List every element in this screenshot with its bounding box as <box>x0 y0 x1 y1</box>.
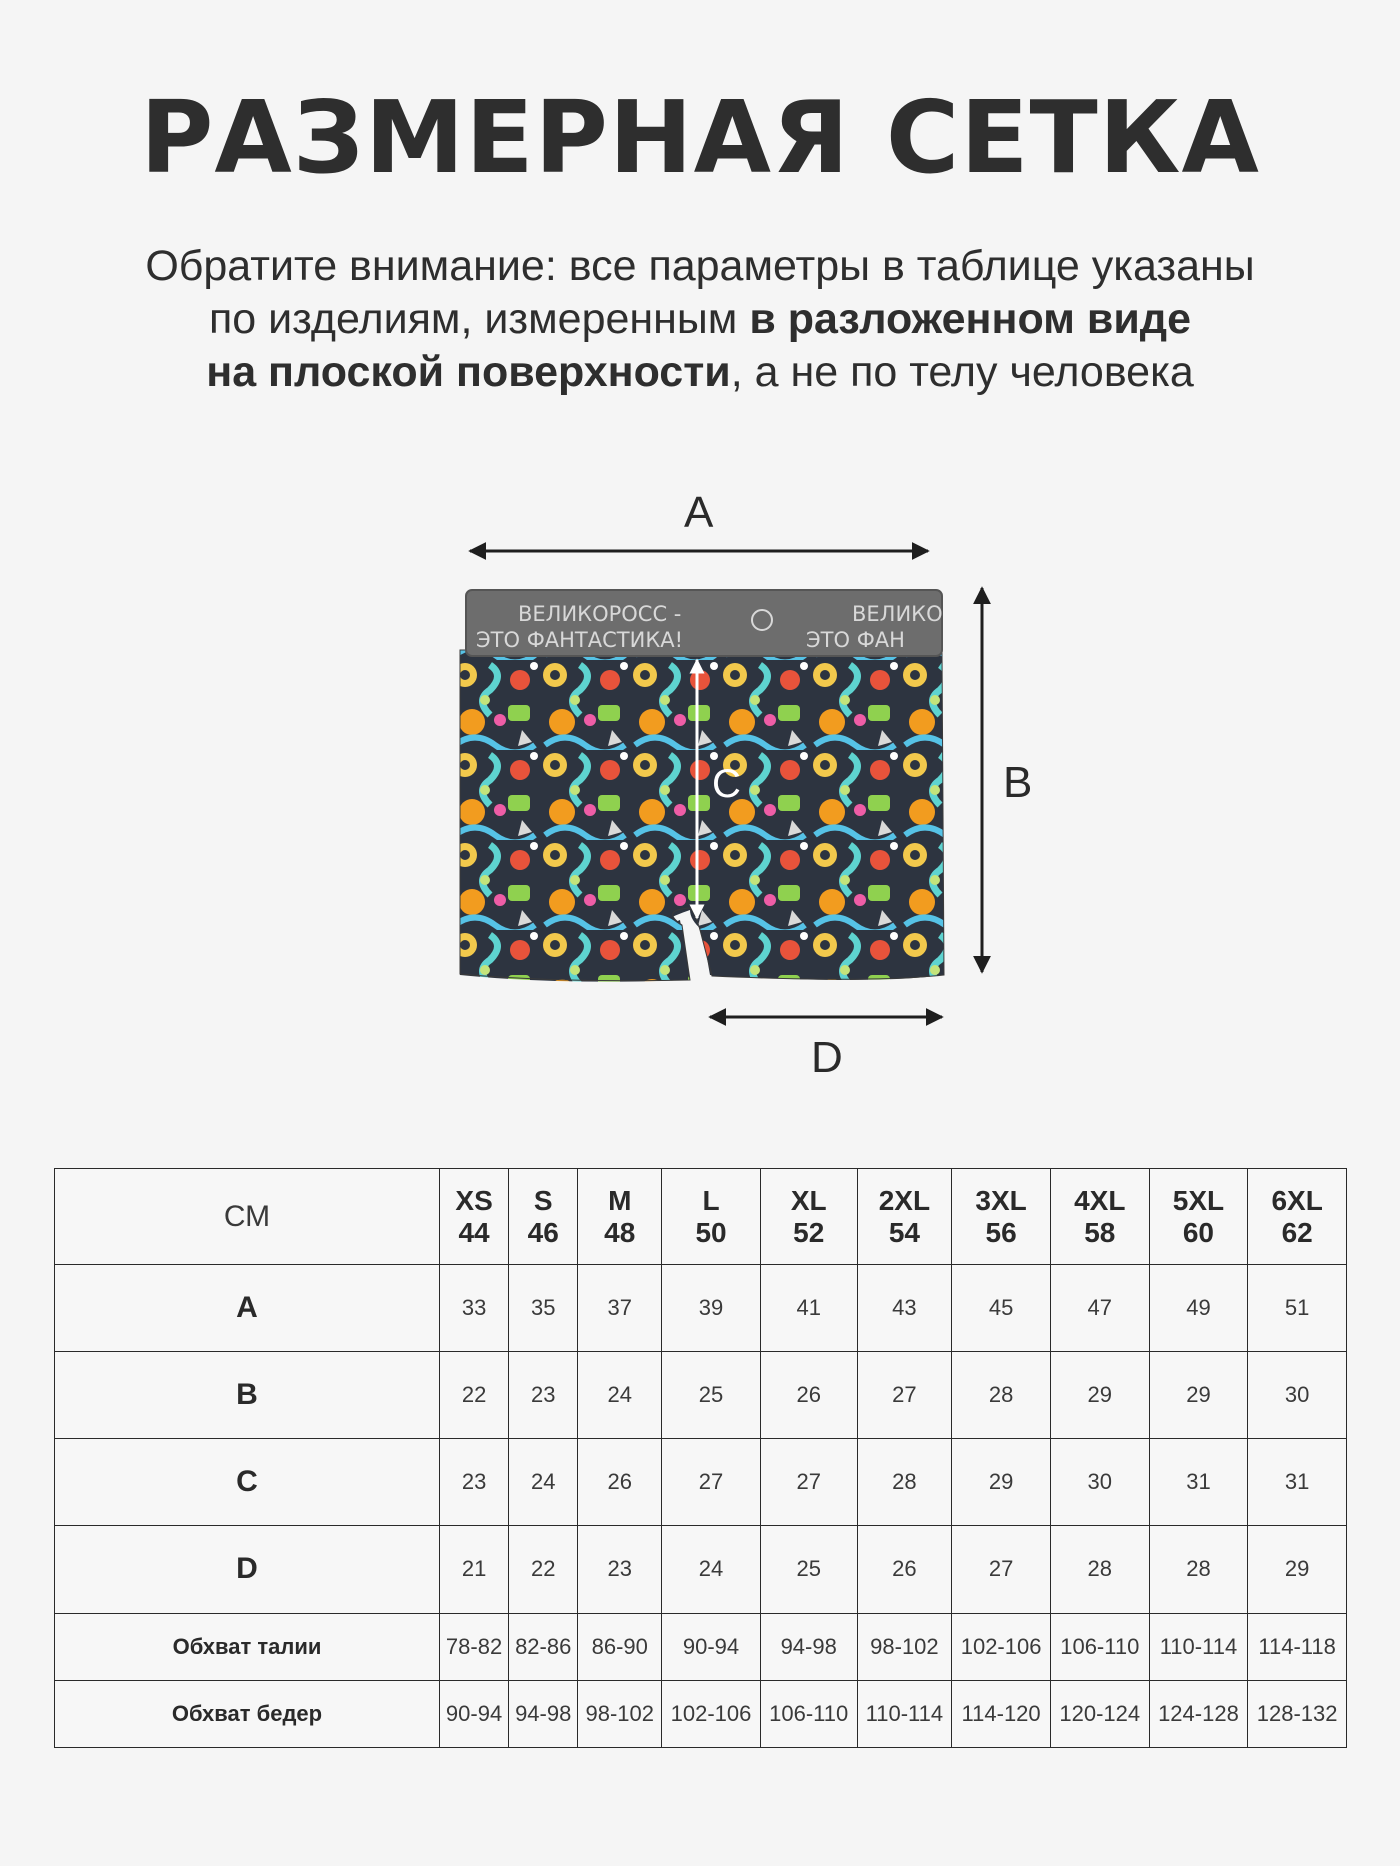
label-b: B <box>1003 758 1033 807</box>
size-col-4xl: 4XL 58 <box>1050 1169 1149 1265</box>
size-col-6xl: 6XL 62 <box>1248 1169 1347 1265</box>
table-cell: 98-102 <box>857 1613 952 1680</box>
table-cell: 128-132 <box>1248 1680 1347 1747</box>
row-label: D <box>55 1526 440 1613</box>
table-cell: 94-98 <box>760 1613 857 1680</box>
diagram-graphic <box>0 480 1400 1060</box>
table-cell: 102-106 <box>952 1613 1051 1680</box>
table-cell: 23 <box>578 1526 662 1613</box>
table-cell: 27 <box>760 1439 857 1526</box>
table-cell: 102-106 <box>662 1680 761 1747</box>
label-c: C <box>712 762 741 806</box>
table-cell: 110-114 <box>857 1680 952 1747</box>
table-cell: 43 <box>857 1265 952 1352</box>
table-cell: 30 <box>1050 1439 1149 1526</box>
table-cell: 31 <box>1149 1439 1248 1526</box>
label-a: A <box>684 488 714 537</box>
table-cell: 28 <box>857 1439 952 1526</box>
table-cell: 106-110 <box>760 1680 857 1747</box>
table-cell: 29 <box>1050 1352 1149 1439</box>
table-cell: 49 <box>1149 1265 1248 1352</box>
table-cell: 41 <box>760 1265 857 1352</box>
table-cell: 24 <box>578 1352 662 1439</box>
note-line-3 <box>0 346 1400 399</box>
note-line-3-bold: на плоской поверхности <box>206 348 731 396</box>
table-cell: 24 <box>662 1526 761 1613</box>
table-cell: 26 <box>578 1439 662 1526</box>
table-cell: 30 <box>1248 1352 1347 1439</box>
table-cell: 23 <box>509 1352 578 1439</box>
page-title: РАЗМЕРНАЯ СЕТКА <box>140 79 1260 196</box>
svg-text:ВЕЛИКО: ВЕЛИКО <box>852 602 943 626</box>
size-col-m: M 48 <box>578 1169 662 1265</box>
table-cell: 37 <box>578 1265 662 1352</box>
table-cell: 33 <box>440 1265 509 1352</box>
row-label: C <box>55 1439 440 1526</box>
size-table <box>54 1168 1347 1748</box>
table-cell: 98-102 <box>578 1680 662 1747</box>
row-label: Обхват бедер <box>55 1680 440 1747</box>
table-row <box>55 1265 1347 1352</box>
table-cell: 90-94 <box>440 1680 509 1747</box>
table-row <box>55 1352 1347 1439</box>
table-cell: 25 <box>662 1352 761 1439</box>
table-cell: 51 <box>1248 1265 1347 1352</box>
table-cell: 29 <box>1149 1352 1248 1439</box>
row-label: B <box>55 1352 440 1439</box>
table-cell: 28 <box>1149 1526 1248 1613</box>
svg-text:ЭТО ФАН: ЭТО ФАН <box>806 628 905 652</box>
size-col-5xl: 5XL 60 <box>1149 1169 1248 1265</box>
table-cell: 114-120 <box>952 1680 1051 1747</box>
note-line-2-bold: в разложенном виде <box>749 295 1191 343</box>
size-col-3xl: 3XL 56 <box>952 1169 1051 1265</box>
row-label: A <box>55 1265 440 1352</box>
waistband-text-1: ВЕЛИКОРОСС - <box>518 602 682 626</box>
table-cell: 28 <box>952 1352 1051 1439</box>
table-cell: 22 <box>440 1352 509 1439</box>
table-cell: 86-90 <box>578 1613 662 1680</box>
table-row <box>55 1526 1347 1613</box>
size-col-xs: XS 44 <box>440 1169 509 1265</box>
note-line-2-plain: по изделиям, измеренным <box>209 295 750 343</box>
note-line-2 <box>0 293 1400 346</box>
table-cell: 21 <box>440 1526 509 1613</box>
table-cell: 106-110 <box>1050 1613 1149 1680</box>
waistband-text-2: ЭТО ФАНТАСТИКА! <box>476 628 684 652</box>
table-cell: 26 <box>857 1526 952 1613</box>
size-col-s: S 46 <box>509 1169 578 1265</box>
table-cell: 94-98 <box>509 1680 578 1747</box>
table-cell: 27 <box>857 1352 952 1439</box>
row-label: Обхват талии <box>55 1613 440 1680</box>
note-line-1: Обратите внимание: все параметры в таблице указаны <box>145 242 1255 290</box>
table-cell: 110-114 <box>1149 1613 1248 1680</box>
table-cell: 28 <box>1050 1526 1149 1613</box>
table-cell: 45 <box>952 1265 1051 1352</box>
table-row <box>55 1613 1347 1680</box>
table-cell: 124-128 <box>1149 1680 1248 1747</box>
size-col-xl: XL 52 <box>760 1169 857 1265</box>
boxer-briefs-image <box>460 590 944 982</box>
table-cell: 27 <box>662 1439 761 1526</box>
table-cell: 23 <box>440 1439 509 1526</box>
table-row <box>55 1680 1347 1747</box>
size-col-l: L 50 <box>662 1169 761 1265</box>
table-cell: 22 <box>509 1526 578 1613</box>
measurement-diagram <box>0 480 1400 1082</box>
table-cell: 39 <box>662 1265 761 1352</box>
table-cell: 120-124 <box>1050 1680 1149 1747</box>
size-header-row <box>55 1169 1347 1265</box>
note-line-3-plain: , а не по телу человека <box>730 348 1194 396</box>
measurement-note <box>0 240 1400 399</box>
table-cell: 78-82 <box>440 1613 509 1680</box>
corner-cell: СМ <box>55 1169 440 1265</box>
table-cell: 29 <box>952 1439 1051 1526</box>
table-cell: 90-94 <box>662 1613 761 1680</box>
table-cell: 31 <box>1248 1439 1347 1526</box>
table-cell: 27 <box>952 1526 1051 1613</box>
table-cell: 82-86 <box>509 1613 578 1680</box>
table-cell: 26 <box>760 1352 857 1439</box>
table-cell: 25 <box>760 1526 857 1613</box>
table-cell: 24 <box>509 1439 578 1526</box>
table-cell: 47 <box>1050 1265 1149 1352</box>
table-row <box>55 1439 1347 1526</box>
table-cell: 35 <box>509 1265 578 1352</box>
size-col-2xl: 2XL 54 <box>857 1169 952 1265</box>
table-cell: 29 <box>1248 1526 1347 1613</box>
label-d: D <box>811 1033 843 1082</box>
table-cell: 114-118 <box>1248 1613 1347 1680</box>
